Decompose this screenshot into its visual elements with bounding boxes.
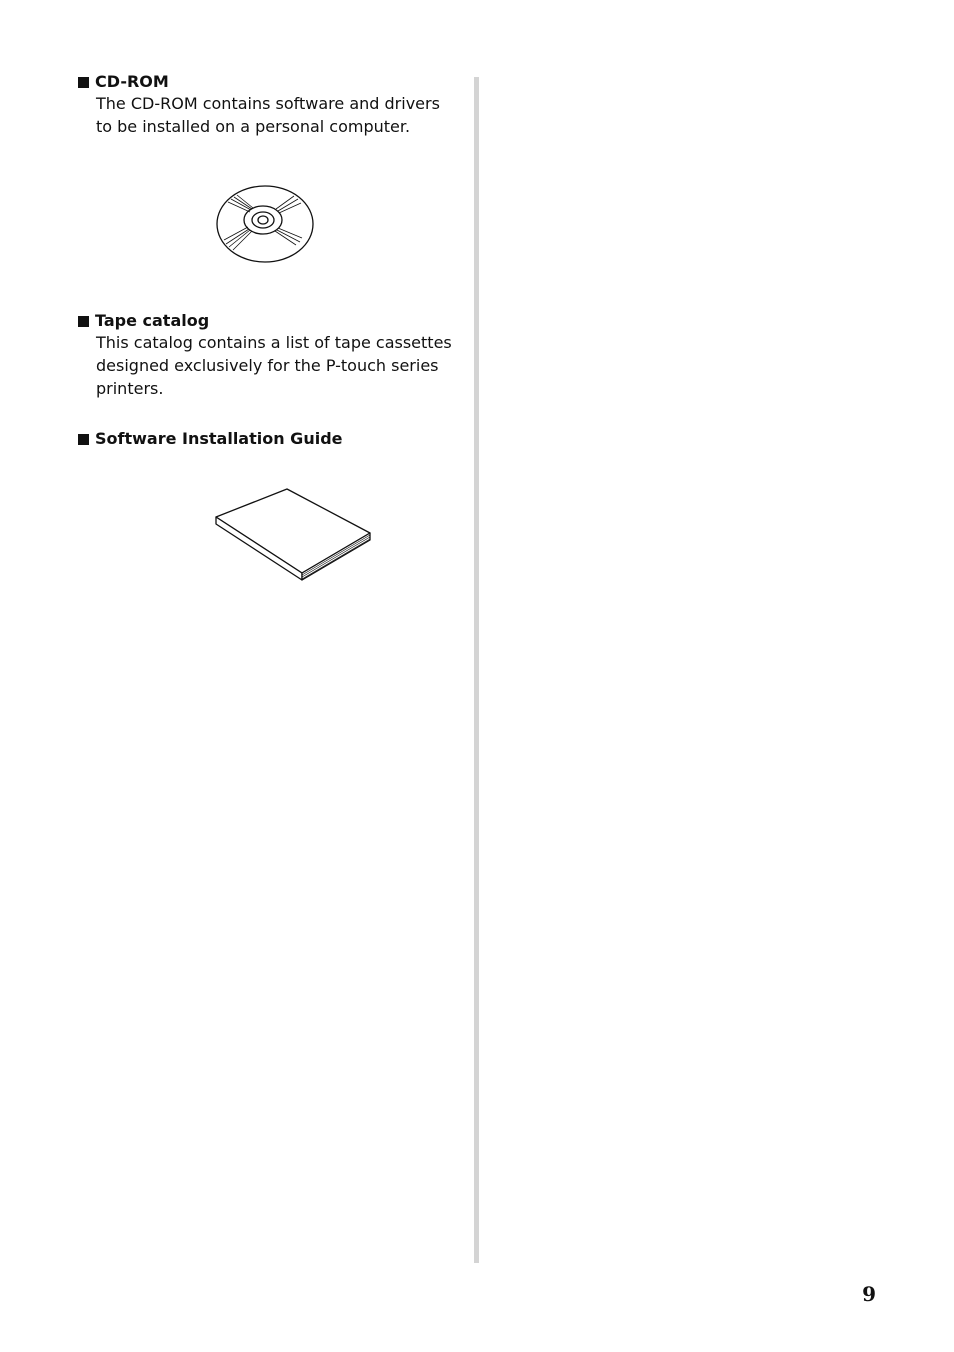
section-title: CD-ROM	[95, 72, 169, 91]
page-number: 9	[862, 1282, 876, 1306]
section-tape-catalog	[78, 311, 458, 400]
cd-disc	[217, 186, 313, 262]
column-divider	[474, 77, 479, 1263]
section-body: The CD-ROM contains software and drivers to be installed on a personal computer.	[96, 94, 440, 136]
section-title: Software Installation Guide	[95, 429, 343, 448]
section-body: This catalog contains a list of tape cassettes designed exclusively for the P-touch series printers.	[96, 333, 452, 398]
square-bullet-icon	[78, 434, 89, 445]
booklet-shape	[216, 489, 370, 580]
square-bullet-icon	[78, 77, 89, 88]
section-cd-rom	[78, 72, 458, 138]
section-title: Tape catalog	[95, 311, 210, 330]
square-bullet-icon	[78, 316, 89, 327]
installation-guide-booklet-icon	[212, 485, 376, 585]
section-software-installation-guide	[78, 429, 458, 449]
cd-rom-disc-icon	[212, 182, 318, 268]
cd-shine-lines	[224, 195, 302, 250]
